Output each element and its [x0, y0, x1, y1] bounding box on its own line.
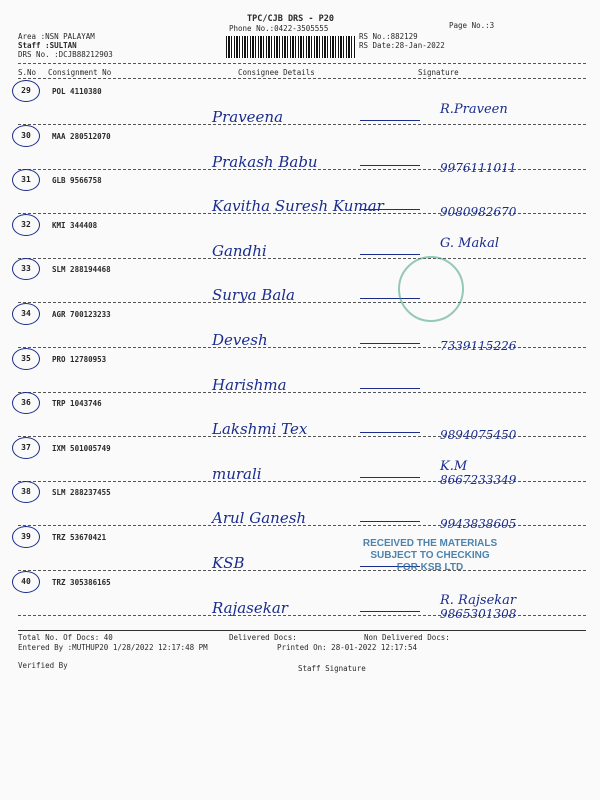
serial-circle: 39 — [12, 526, 40, 548]
receiver-phone: 9976111011 — [440, 160, 517, 175]
signature: R.Praveen — [440, 102, 508, 117]
rs-number: RS No.:882129 — [359, 32, 418, 41]
header-divider-top — [18, 63, 586, 64]
consignment-number: TRZ 53670421 — [52, 533, 107, 542]
consignee-name: Prakash Babu — [212, 152, 318, 171]
signature: K.M — [440, 458, 468, 474]
signature: G. Makal — [440, 235, 500, 251]
serial-circle: 32 — [12, 214, 40, 236]
drs-number: DRS No. :DCJB88212903 — [18, 50, 113, 59]
page-number: Page No.:3 — [449, 21, 495, 30]
doc-title: TPC/CJB DRS - P20 — [247, 14, 334, 24]
serial-circle: 40 — [12, 571, 40, 593]
row-divider — [18, 392, 586, 393]
consignee-name: Surya Bala — [212, 286, 295, 305]
serial-circle: 38 — [12, 481, 40, 503]
receiver-phone: 7339115226 — [440, 339, 517, 353]
entered-by: Entered By :MUTHUP20 1/28/2022 12:17:48 PM — [18, 643, 208, 652]
consignment-number: KMI 344408 — [52, 220, 98, 230]
signature-stroke — [360, 432, 420, 433]
staff-label: Staff :SULTAN — [18, 41, 77, 50]
stamp-line-2: SUBJECT TO CHECKING — [370, 550, 490, 561]
barcode-image — [226, 36, 356, 58]
receiver-phone: 9943838605 — [440, 517, 517, 532]
consignment-number: IXM 501005749 — [52, 443, 111, 453]
consignee-name: Rajasekar — [212, 598, 288, 617]
serial-circle: 36 — [12, 392, 40, 414]
signature-stroke — [360, 388, 420, 389]
serial-circle: 31 — [12, 169, 40, 191]
signature-stroke — [360, 521, 420, 522]
consignee-name: Lakshmi Tex — [212, 420, 308, 439]
row-divider — [18, 124, 586, 125]
staff-signature: Staff Signature — [298, 664, 366, 673]
consignee-name: KSB — [212, 554, 245, 572]
signature-stroke — [360, 165, 420, 166]
non-delivered-docs: Non Delivered Docs: — [364, 633, 450, 642]
row-divider — [18, 258, 586, 259]
delivered-docs: Delivered Docs: — [229, 633, 297, 642]
col-consignment: Consignment No — [48, 68, 112, 77]
consignment-number: SLM 288194468 — [52, 265, 111, 275]
consignee-name: Arul Ganesh — [212, 509, 307, 528]
consignee-name: Kavitha Suresh Kumar — [212, 197, 384, 216]
serial-circle: 33 — [12, 258, 40, 280]
receiver-phone: 9865301308 — [440, 606, 517, 621]
serial-circle: 29 — [12, 80, 40, 102]
signature-stroke — [360, 343, 420, 344]
col-sno: S.No — [18, 68, 37, 77]
phone-number: Phone No.:0422-3505555 — [229, 24, 329, 33]
consignment-number: AGR 700123233 — [52, 310, 111, 319]
col-signature: Signature — [418, 68, 459, 77]
signature-stroke — [360, 254, 420, 255]
serial-circle: 34 — [12, 303, 40, 325]
consignment-number: PRO 12780953 — [52, 354, 107, 364]
consignee-name: Praveena — [212, 108, 284, 126]
consignment-number: SLM 288237455 — [52, 488, 111, 498]
footer-divider — [18, 630, 586, 631]
receiver-phone: 8667233349 — [440, 472, 517, 487]
signature-stroke — [360, 120, 420, 121]
consignment-number: TRZ 305386165 — [52, 577, 111, 587]
rs-date: RS Date:28-Jan-2022 — [359, 41, 445, 50]
header-divider-bottom — [18, 78, 586, 79]
serial-circle: 30 — [12, 125, 40, 147]
total-docs: Total No. Of Docs: 40 — [18, 633, 113, 642]
consignment-number: POL 4110380 — [52, 87, 102, 96]
verified-by: Verified By — [18, 661, 68, 670]
area-label: Area :NSN PALAYAM — [18, 32, 95, 41]
stamp-line-3: FOR KSB LTD — [396, 562, 464, 573]
signature-stroke — [360, 611, 420, 612]
row-divider — [18, 302, 586, 303]
consignee-name: Gandhi — [212, 241, 267, 260]
receiver-phone: 9080982670 — [440, 205, 517, 220]
consignment-number: MAA 280512070 — [52, 131, 111, 141]
col-consignee-details: Consignee Details — [238, 68, 315, 77]
stamp-line-1: RECEIVED THE MATERIALS — [362, 538, 498, 549]
receiver-phone: 9894075450 — [440, 428, 517, 443]
signature: R. Rajsekar — [440, 592, 517, 608]
signature-stroke — [360, 477, 420, 478]
consignment-number: GLB 9566758 — [52, 176, 102, 186]
consignee-name: murali — [212, 464, 262, 483]
consignee-name: Devesh — [212, 331, 268, 349]
received-stamp — [340, 538, 520, 574]
consignee-name: Harishma — [212, 375, 287, 394]
signature-stroke — [360, 209, 420, 210]
printed-on: Printed On: 28-01-2022 12:17:54 — [277, 643, 417, 652]
serial-circle: 35 — [12, 348, 40, 370]
consignment-number: TRP 1043746 — [52, 399, 102, 409]
green-seal-stamp — [398, 256, 464, 322]
serial-circle: 37 — [12, 437, 40, 459]
